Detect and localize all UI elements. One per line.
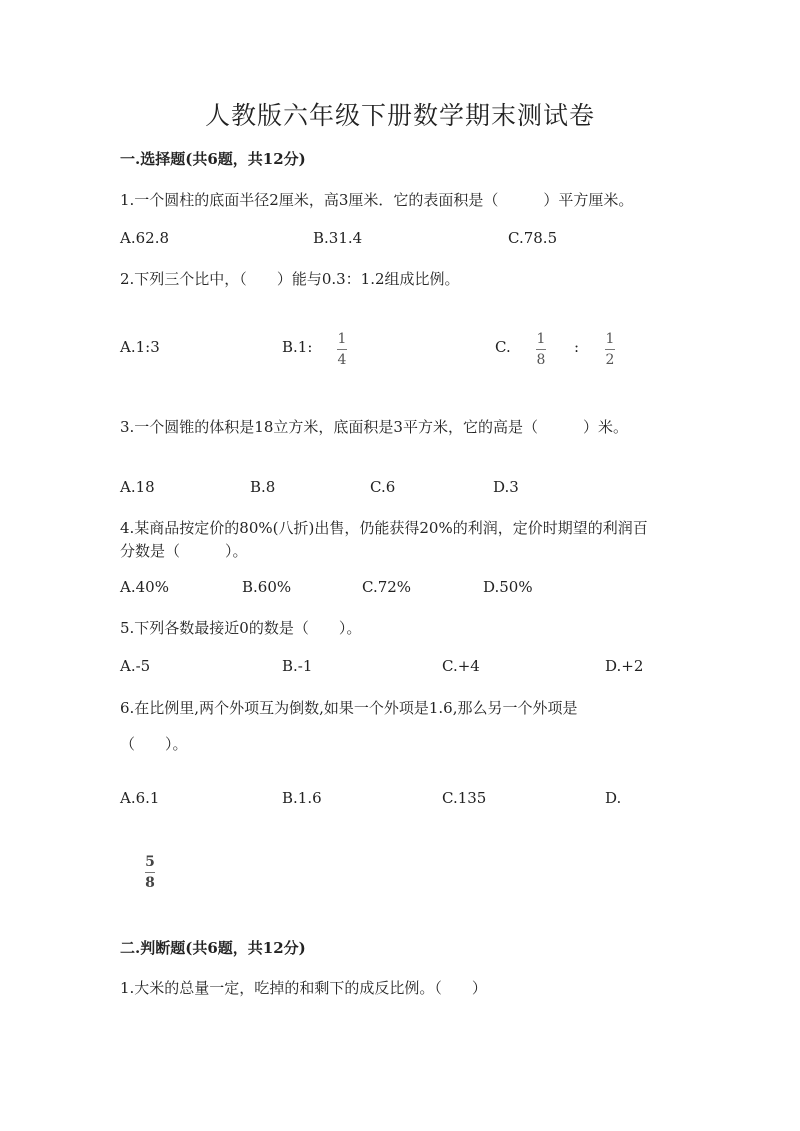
question-4-text-line-1: 4.某商品按定价的80%(八折)出售，仍能获得20%的利润，定价时期望的利润百: [120, 519, 648, 537]
question-6-text-line-1: 6.在比例里,两个外项互为倒数,如果一个外项是1.6,那么另一个外项是: [120, 699, 578, 717]
q6-option-b: B.1.6: [282, 789, 322, 807]
question-2-text: 2.下列三个比中，（ ）能与0.3：1.2组成比例。: [120, 270, 460, 288]
fraction-bar: [145, 872, 155, 873]
fraction-bar: [337, 349, 347, 350]
fraction-denominator: 4: [337, 352, 347, 368]
fraction-numerator: 1: [605, 331, 615, 347]
q3-option-d: D.3: [493, 478, 519, 496]
fraction-denominator: 8: [536, 352, 546, 368]
question-5-text: 5.下列各数最接近0的数是（ ）。: [120, 619, 362, 637]
q4-option-d: D.50%: [483, 578, 533, 596]
fraction-numerator: 1: [536, 331, 546, 347]
q5-option-b: B.-1: [282, 657, 313, 675]
q2-option-c-colon: :: [574, 338, 580, 356]
question-6-text-line-2: （ ）。: [120, 735, 188, 753]
q1-option-a: A.62.8: [120, 229, 169, 247]
question-3-text: 3.一个圆锥的体积是18立方米，底面积是3平方米，它的高是（ ）米。: [120, 418, 628, 436]
fraction-bar: [536, 349, 546, 350]
q6-option-d-fraction: [145, 855, 155, 890]
question-4-text-line-2: 分数是（ ）。: [120, 542, 248, 560]
question-1-text: 1.一个圆柱的底面半径2厘米，高3厘米．它的表面积是（ ）平方厘米。: [120, 191, 634, 209]
q3-option-b: B.8: [250, 478, 276, 496]
q1-option-b: B.31.4: [313, 229, 363, 247]
q6-option-c: C.135: [442, 789, 487, 807]
q2-option-c-fraction-2: [605, 332, 615, 367]
q6-option-a: A.6.1: [120, 789, 160, 807]
q5-option-a: A.-5: [120, 657, 151, 675]
judgement-question-1-text: 1.大米的总量一定，吃掉的和剩下的成反比例。（ ）: [120, 979, 487, 997]
fraction-denominator: 8: [145, 875, 155, 891]
q3-option-c: C.6: [370, 478, 396, 496]
page-title: 人教版六年级下册数学期末测试卷: [204, 101, 595, 130]
q2-option-c: C.: [495, 338, 511, 356]
q4-option-b: B.60%: [242, 578, 292, 596]
q4-option-a: A.40%: [120, 578, 169, 596]
q2-option-c-fraction-1: [536, 332, 546, 367]
q1-option-c: C.78.5: [508, 229, 558, 247]
q4-option-c: C.72%: [362, 578, 412, 596]
fraction-numerator: 5: [145, 854, 155, 870]
q6-option-d: D.: [605, 789, 622, 807]
section-heading-choice: 一.选择题(共6题，共12分): [120, 150, 306, 168]
section-heading-judgement: 二.判断题(共6题，共12分): [120, 939, 306, 957]
q3-option-a: A.18: [120, 478, 155, 496]
q2-option-a: A.1:3: [120, 338, 160, 356]
fraction-denominator: 2: [605, 352, 615, 368]
fraction-numerator: 1: [337, 331, 347, 347]
q2-option-b: B.1:: [282, 338, 313, 356]
fraction-bar: [605, 349, 615, 350]
q2-option-b-fraction: [337, 332, 347, 367]
q5-option-c: C.+4: [442, 657, 480, 675]
q5-option-d: D.+2: [605, 657, 644, 675]
